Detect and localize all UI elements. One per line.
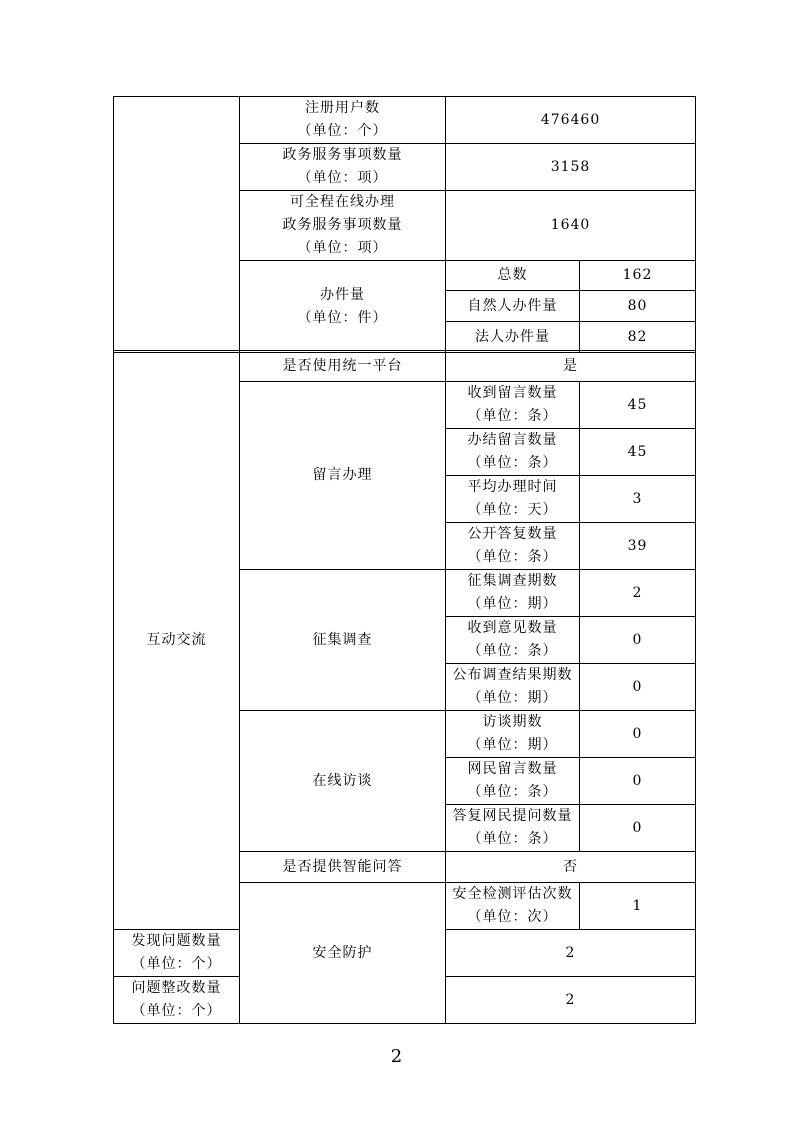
group-label-cell: 征集调查 bbox=[240, 570, 446, 711]
value-cell: 否 bbox=[446, 852, 696, 883]
value-cell: 45 bbox=[580, 382, 696, 429]
label-cell: 可全程在线办理 政务服务事项数量 （单位：项） bbox=[240, 191, 446, 261]
sub-label-cell: 总数 bbox=[446, 261, 580, 291]
value-cell: 1 bbox=[580, 883, 696, 930]
value-cell: 162 bbox=[580, 261, 696, 291]
label-cell: 注册用户数 （单位：个） bbox=[240, 97, 446, 144]
value-cell: 0 bbox=[580, 664, 696, 711]
category-cell: 互动交流 bbox=[114, 351, 240, 930]
label-cell: 政务服务事项数量 （单位：项） bbox=[240, 144, 446, 191]
sub-label-cell: 访谈期数 （单位：期） bbox=[446, 711, 580, 758]
label-cell: 安全检测评估次数 （单位：次） bbox=[446, 883, 580, 930]
sub-label-cell: 平均办理时间 （单位：天） bbox=[446, 476, 580, 523]
label-cell: 是否使用统一平台 bbox=[240, 351, 446, 382]
sub-label-cell: 公开答复数量 （单位：条） bbox=[446, 523, 580, 570]
value-cell: 3158 bbox=[446, 144, 696, 191]
label-cell: 发现问题数量 （单位：个） bbox=[114, 930, 240, 977]
sub-label-cell: 法人办件量 bbox=[446, 322, 580, 353]
value-cell: 2 bbox=[446, 930, 696, 977]
sub-label-cell: 自然人办件量 bbox=[446, 291, 580, 322]
group-label-cell: 留言办理 bbox=[240, 382, 446, 570]
sub-label-cell: 公布调查结果期数 （单位：期） bbox=[446, 664, 580, 711]
blank-category-cell bbox=[114, 97, 240, 353]
sub-label-cell: 答复网民提问数量 （单位：条） bbox=[446, 805, 580, 852]
value-cell: 45 bbox=[580, 429, 696, 476]
sub-label-cell: 网民留言数量 （单位：条） bbox=[446, 758, 580, 805]
table-row bbox=[114, 97, 696, 144]
value-cell: 2 bbox=[580, 570, 696, 617]
value-cell: 0 bbox=[580, 758, 696, 805]
label-cell: 办件量 （单位：件） bbox=[240, 261, 446, 353]
table-row bbox=[114, 351, 696, 382]
page-number: 2 bbox=[390, 1046, 403, 1067]
statistics-table bbox=[113, 96, 696, 353]
value-cell: 1640 bbox=[446, 191, 696, 261]
value-cell: 3 bbox=[580, 476, 696, 523]
statistics-table-continued bbox=[113, 350, 696, 1024]
group-label-cell: 在线访谈 bbox=[240, 711, 446, 852]
sub-label-cell: 征集调查期数 （单位：期） bbox=[446, 570, 580, 617]
value-cell: 2 bbox=[446, 977, 696, 1024]
value-cell: 80 bbox=[580, 291, 696, 322]
label-cell: 问题整改数量 （单位：个） bbox=[114, 977, 240, 1024]
value-cell: 0 bbox=[580, 805, 696, 852]
value-cell: 0 bbox=[580, 617, 696, 664]
value-cell: 476460 bbox=[446, 97, 696, 144]
value-cell: 82 bbox=[580, 322, 696, 353]
value-cell: 是 bbox=[446, 351, 696, 382]
sub-label-cell: 收到留言数量 （单位：条） bbox=[446, 382, 580, 429]
sub-label-cell: 办结留言数量 （单位：条） bbox=[446, 429, 580, 476]
category-cell: 安全防护 bbox=[240, 883, 446, 1024]
value-cell: 39 bbox=[580, 523, 696, 570]
label-cell: 是否提供智能问答 bbox=[240, 852, 446, 883]
sub-label-cell: 收到意见数量 （单位：条） bbox=[446, 617, 580, 664]
value-cell: 0 bbox=[580, 711, 696, 758]
